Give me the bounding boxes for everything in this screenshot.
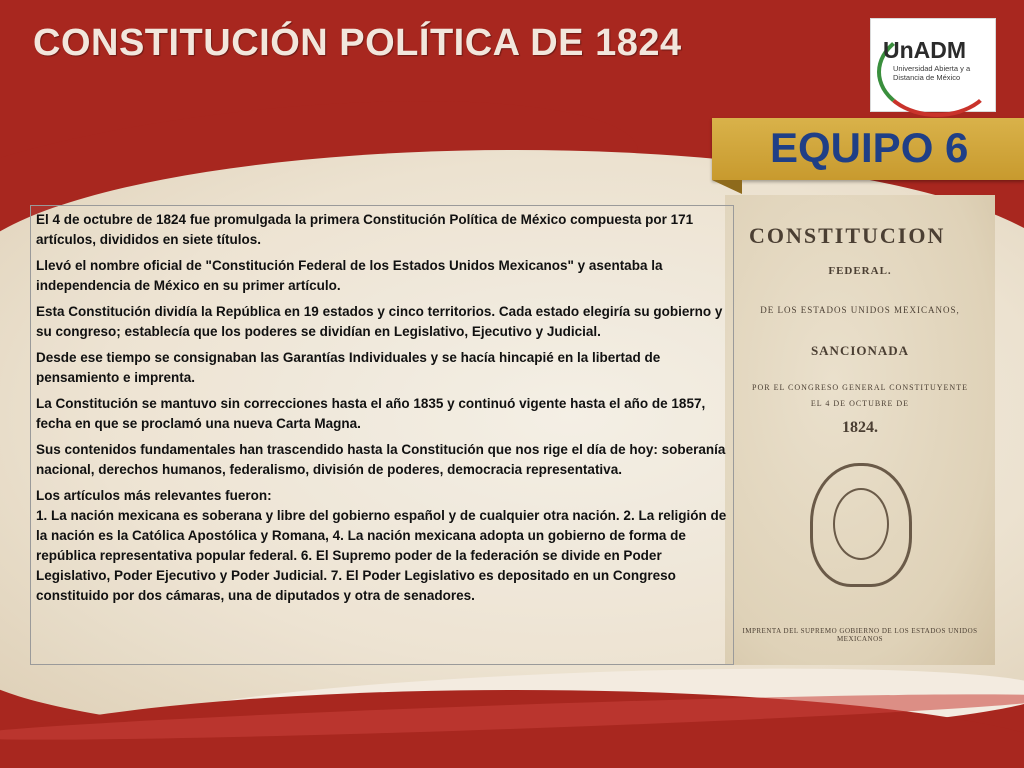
document-line: DE LOS ESTADOS UNIDOS MEXICANOS, bbox=[760, 305, 960, 315]
paragraph: La Constitución se mantuvo sin correcciones hasta el año 1835 y continuó vigente hasta el año de 1857, fecha en que se proclamó una nueva Carta Magna. bbox=[36, 396, 706, 431]
paragraph: Llevó el nombre oficial de "Constitución Federal de los Estados Unidos Mexicanos" y asentaba la independencia de México en su primer artículo. bbox=[36, 258, 663, 293]
coat-of-arms-icon bbox=[810, 463, 912, 587]
ribbon-fold bbox=[712, 180, 742, 194]
document-footer: IMPRENTA DEL SUPREMO GOBIERNO DE LOS ESTADOS UNIDOS MEXICANOS bbox=[742, 627, 978, 643]
content-textbox bbox=[30, 205, 734, 665]
unadm-logo bbox=[870, 18, 996, 112]
document-line: FEDERAL. bbox=[828, 265, 892, 277]
paragraph: Desde ese tiempo se consignaban las Garantías Individuales y se hacía hincapié en la libertad de pensamiento e imprenta. bbox=[36, 350, 661, 385]
paragraph: Sus contenidos fundamentales han trascendido hasta la Constitución que nos rige el día de hoy: soberanía nacional, derechos humanos, federalismo, división de poderes, democracia representativa. bbox=[36, 442, 726, 477]
logo-subtitle: Universidad Abierta y a Distancia de México bbox=[893, 64, 971, 82]
document-line: SANCIONADA bbox=[810, 343, 910, 358]
slide-title: CONSTITUCIÓN POLÍTICA DE 1824 bbox=[33, 22, 682, 64]
document-line: EL 4 DE OCTUBRE DE bbox=[810, 399, 910, 408]
paragraph: Esta Constitución dividía la República en 19 estados y cinco territorios. Cada estado elegiría su gobierno y su congreso; establecía que los poderes se dividían en Legislativo, Ejecutivo y Judicial. bbox=[36, 304, 723, 339]
constitution-document-image bbox=[725, 195, 995, 665]
paragraph: El 4 de octubre de 1824 fue promulgada la primera Constitución Política de México compuesta por 171 artículos, divididos en siete títulos. bbox=[36, 212, 694, 247]
eagle-emblem-icon bbox=[833, 488, 889, 560]
paragraph-articles: Los artículos más relevantes fueron: 1. La nación mexicana es soberana y libre del gobierno español y de cualquier otra nación. 2. La religión de la nación es la Católica Apostólica y Romana, 4. La nación mexicana adopta un gobierno de forma de república representativa popular federal. 6. El Supremo poder de la federación se divide en Poder Legislativo, Poder Ejecutivo y Poder Judicial. 7. El Poder Legislativo es depositado en un Congreso constituido por dos cámaras, una de diputados y otra de senadores. bbox=[36, 488, 727, 603]
document-title: CONSTITUCION bbox=[749, 223, 946, 248]
team-label: EQUIPO 6 bbox=[770, 124, 969, 171]
logo-name: UnADM bbox=[883, 37, 967, 63]
document-line: POR EL CONGRESO GENERAL CONSTITUYENTE bbox=[752, 383, 968, 392]
document-year: 1824. bbox=[842, 419, 878, 436]
